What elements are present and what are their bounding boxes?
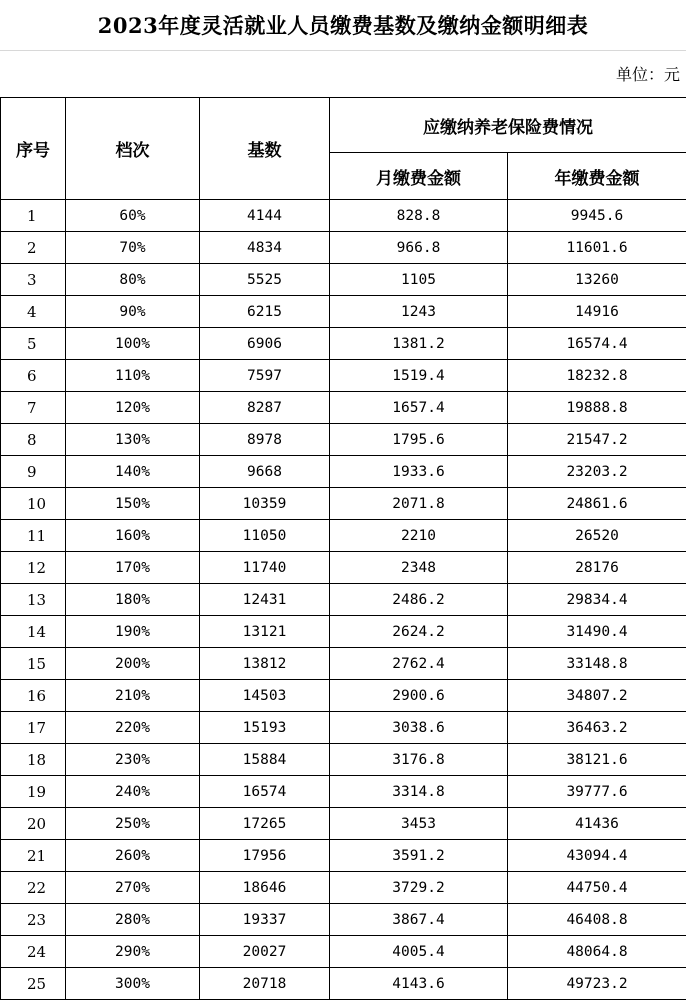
cell-base: 15193 xyxy=(200,712,330,744)
cell-base: 17265 xyxy=(200,808,330,840)
cell-seq: 24 xyxy=(1,936,66,968)
cell-seq: 23 xyxy=(1,904,66,936)
cell-yearly: 23203.2 xyxy=(508,456,686,488)
cell-base: 6215 xyxy=(200,296,330,328)
cell-level: 120% xyxy=(66,392,200,424)
cell-base: 10359 xyxy=(200,488,330,520)
table-row xyxy=(1,552,686,584)
cell-base: 19337 xyxy=(200,904,330,936)
cell-seq: 14 xyxy=(1,616,66,648)
table-row xyxy=(1,328,686,360)
cell-yearly: 39777.6 xyxy=(508,776,686,808)
cell-seq: 11 xyxy=(1,520,66,552)
page-title: 2023年度灵活就业人员缴费基数及缴纳金额明细表 xyxy=(0,0,686,51)
header-base: 基数 xyxy=(200,98,330,200)
cell-seq: 2 xyxy=(1,232,66,264)
table-row xyxy=(1,904,686,936)
header-contribution-group: 应缴纳养老保险费情况 xyxy=(330,98,686,153)
cell-seq: 15 xyxy=(1,648,66,680)
table-row xyxy=(1,776,686,808)
cell-level: 230% xyxy=(66,744,200,776)
cell-yearly: 21547.2 xyxy=(508,424,686,456)
cell-yearly: 9945.6 xyxy=(508,200,686,232)
cell-base: 5525 xyxy=(200,264,330,296)
cell-base: 18646 xyxy=(200,872,330,904)
table-row xyxy=(1,456,686,488)
cell-base: 12431 xyxy=(200,584,330,616)
cell-base: 14503 xyxy=(200,680,330,712)
unit-label: 单位：元 xyxy=(615,65,680,84)
cell-base: 7597 xyxy=(200,360,330,392)
cell-base: 6906 xyxy=(200,328,330,360)
table-row xyxy=(1,520,686,552)
cell-level: 140% xyxy=(66,456,200,488)
cell-monthly: 3867.4 xyxy=(330,904,508,936)
cell-monthly: 2762.4 xyxy=(330,648,508,680)
cell-yearly: 13260 xyxy=(508,264,686,296)
cell-seq: 22 xyxy=(1,872,66,904)
table-row xyxy=(1,424,686,456)
table-row xyxy=(1,264,686,296)
cell-monthly: 1795.6 xyxy=(330,424,508,456)
cell-base: 15884 xyxy=(200,744,330,776)
cell-level: 240% xyxy=(66,776,200,808)
cell-monthly: 2071.8 xyxy=(330,488,508,520)
cell-level: 180% xyxy=(66,584,200,616)
cell-monthly: 3729.2 xyxy=(330,872,508,904)
cell-seq: 7 xyxy=(1,392,66,424)
table-row xyxy=(1,936,686,968)
cell-yearly: 41436 xyxy=(508,808,686,840)
table-row xyxy=(1,840,686,872)
cell-yearly: 44750.4 xyxy=(508,872,686,904)
cell-level: 70% xyxy=(66,232,200,264)
table-row xyxy=(1,584,686,616)
table-row xyxy=(1,680,686,712)
cell-monthly: 3314.8 xyxy=(330,776,508,808)
cell-base: 16574 xyxy=(200,776,330,808)
cell-level: 190% xyxy=(66,616,200,648)
cell-yearly: 18232.8 xyxy=(508,360,686,392)
table-row xyxy=(1,616,686,648)
cell-base: 9668 xyxy=(200,456,330,488)
cell-seq: 18 xyxy=(1,744,66,776)
cell-seq: 20 xyxy=(1,808,66,840)
cell-yearly: 14916 xyxy=(508,296,686,328)
cell-level: 150% xyxy=(66,488,200,520)
cell-base: 11050 xyxy=(200,520,330,552)
cell-seq: 6 xyxy=(1,360,66,392)
cell-level: 100% xyxy=(66,328,200,360)
cell-yearly: 43094.4 xyxy=(508,840,686,872)
cell-seq: 17 xyxy=(1,712,66,744)
cell-yearly: 28176 xyxy=(508,552,686,584)
cell-base: 11740 xyxy=(200,552,330,584)
cell-monthly: 2624.2 xyxy=(330,616,508,648)
cell-level: 80% xyxy=(66,264,200,296)
cell-yearly: 48064.8 xyxy=(508,936,686,968)
cell-level: 290% xyxy=(66,936,200,968)
table-row xyxy=(1,200,686,232)
cell-level: 270% xyxy=(66,872,200,904)
cell-level: 90% xyxy=(66,296,200,328)
cell-level: 280% xyxy=(66,904,200,936)
cell-level: 110% xyxy=(66,360,200,392)
cell-seq: 8 xyxy=(1,424,66,456)
header-level: 档次 xyxy=(66,98,200,200)
cell-base: 13812 xyxy=(200,648,330,680)
cell-base: 8287 xyxy=(200,392,330,424)
cell-monthly: 3038.6 xyxy=(330,712,508,744)
table-row xyxy=(1,744,686,776)
cell-seq: 13 xyxy=(1,584,66,616)
cell-seq: 9 xyxy=(1,456,66,488)
cell-monthly: 2348 xyxy=(330,552,508,584)
cell-level: 60% xyxy=(66,200,200,232)
cell-monthly: 2900.6 xyxy=(330,680,508,712)
header-monthly: 月缴费金额 xyxy=(330,153,508,200)
cell-yearly: 36463.2 xyxy=(508,712,686,744)
cell-seq: 21 xyxy=(1,840,66,872)
cell-yearly: 49723.2 xyxy=(508,968,686,1000)
cell-base: 20718 xyxy=(200,968,330,1000)
cell-level: 170% xyxy=(66,552,200,584)
cell-monthly: 3453 xyxy=(330,808,508,840)
cell-monthly: 1105 xyxy=(330,264,508,296)
cell-monthly: 966.8 xyxy=(330,232,508,264)
cell-monthly: 2210 xyxy=(330,520,508,552)
table-row xyxy=(1,360,686,392)
cell-monthly: 1657.4 xyxy=(330,392,508,424)
cell-monthly: 1933.6 xyxy=(330,456,508,488)
cell-monthly: 828.8 xyxy=(330,200,508,232)
cell-seq: 12 xyxy=(1,552,66,584)
table-row xyxy=(1,296,686,328)
cell-yearly: 46408.8 xyxy=(508,904,686,936)
table-row xyxy=(1,488,686,520)
table-row xyxy=(1,392,686,424)
cell-level: 200% xyxy=(66,648,200,680)
table-row xyxy=(1,968,686,1000)
cell-yearly: 16574.4 xyxy=(508,328,686,360)
cell-yearly: 11601.6 xyxy=(508,232,686,264)
header-yearly: 年缴费金额 xyxy=(508,153,686,200)
cell-monthly: 4143.6 xyxy=(330,968,508,1000)
cell-yearly: 33148.8 xyxy=(508,648,686,680)
cell-level: 260% xyxy=(66,840,200,872)
cell-seq: 19 xyxy=(1,776,66,808)
cell-monthly: 3591.2 xyxy=(330,840,508,872)
cell-level: 130% xyxy=(66,424,200,456)
table-body xyxy=(1,200,686,1000)
cell-yearly: 26520 xyxy=(508,520,686,552)
table-row xyxy=(1,232,686,264)
table-row xyxy=(1,648,686,680)
unit-row xyxy=(0,50,686,98)
header-row-1 xyxy=(1,98,686,153)
cell-base: 4834 xyxy=(200,232,330,264)
table-row xyxy=(1,872,686,904)
cell-level: 210% xyxy=(66,680,200,712)
cell-yearly: 31490.4 xyxy=(508,616,686,648)
cell-base: 13121 xyxy=(200,616,330,648)
cell-level: 300% xyxy=(66,968,200,1000)
cell-monthly: 3176.8 xyxy=(330,744,508,776)
cell-yearly: 24861.6 xyxy=(508,488,686,520)
table-header xyxy=(1,98,686,200)
cell-seq: 3 xyxy=(1,264,66,296)
cell-yearly: 34807.2 xyxy=(508,680,686,712)
header-seq: 序号 xyxy=(1,98,66,200)
cell-seq: 25 xyxy=(1,968,66,1000)
cell-yearly: 19888.8 xyxy=(508,392,686,424)
cell-base: 20027 xyxy=(200,936,330,968)
cell-yearly: 38121.6 xyxy=(508,744,686,776)
cell-seq: 10 xyxy=(1,488,66,520)
cell-monthly: 1519.4 xyxy=(330,360,508,392)
cell-seq: 4 xyxy=(1,296,66,328)
cell-monthly: 2486.2 xyxy=(330,584,508,616)
table-row xyxy=(1,808,686,840)
cell-yearly: 29834.4 xyxy=(508,584,686,616)
cell-seq: 16 xyxy=(1,680,66,712)
cell-monthly: 4005.4 xyxy=(330,936,508,968)
table-row xyxy=(1,712,686,744)
cell-level: 220% xyxy=(66,712,200,744)
cell-level: 160% xyxy=(66,520,200,552)
cell-level: 250% xyxy=(66,808,200,840)
cell-base: 17956 xyxy=(200,840,330,872)
cell-seq: 1 xyxy=(1,200,66,232)
cell-base: 4144 xyxy=(200,200,330,232)
cell-seq: 5 xyxy=(1,328,66,360)
cell-base: 8978 xyxy=(200,424,330,456)
cell-monthly: 1243 xyxy=(330,296,508,328)
cell-monthly: 1381.2 xyxy=(330,328,508,360)
contribution-table xyxy=(0,97,686,1000)
